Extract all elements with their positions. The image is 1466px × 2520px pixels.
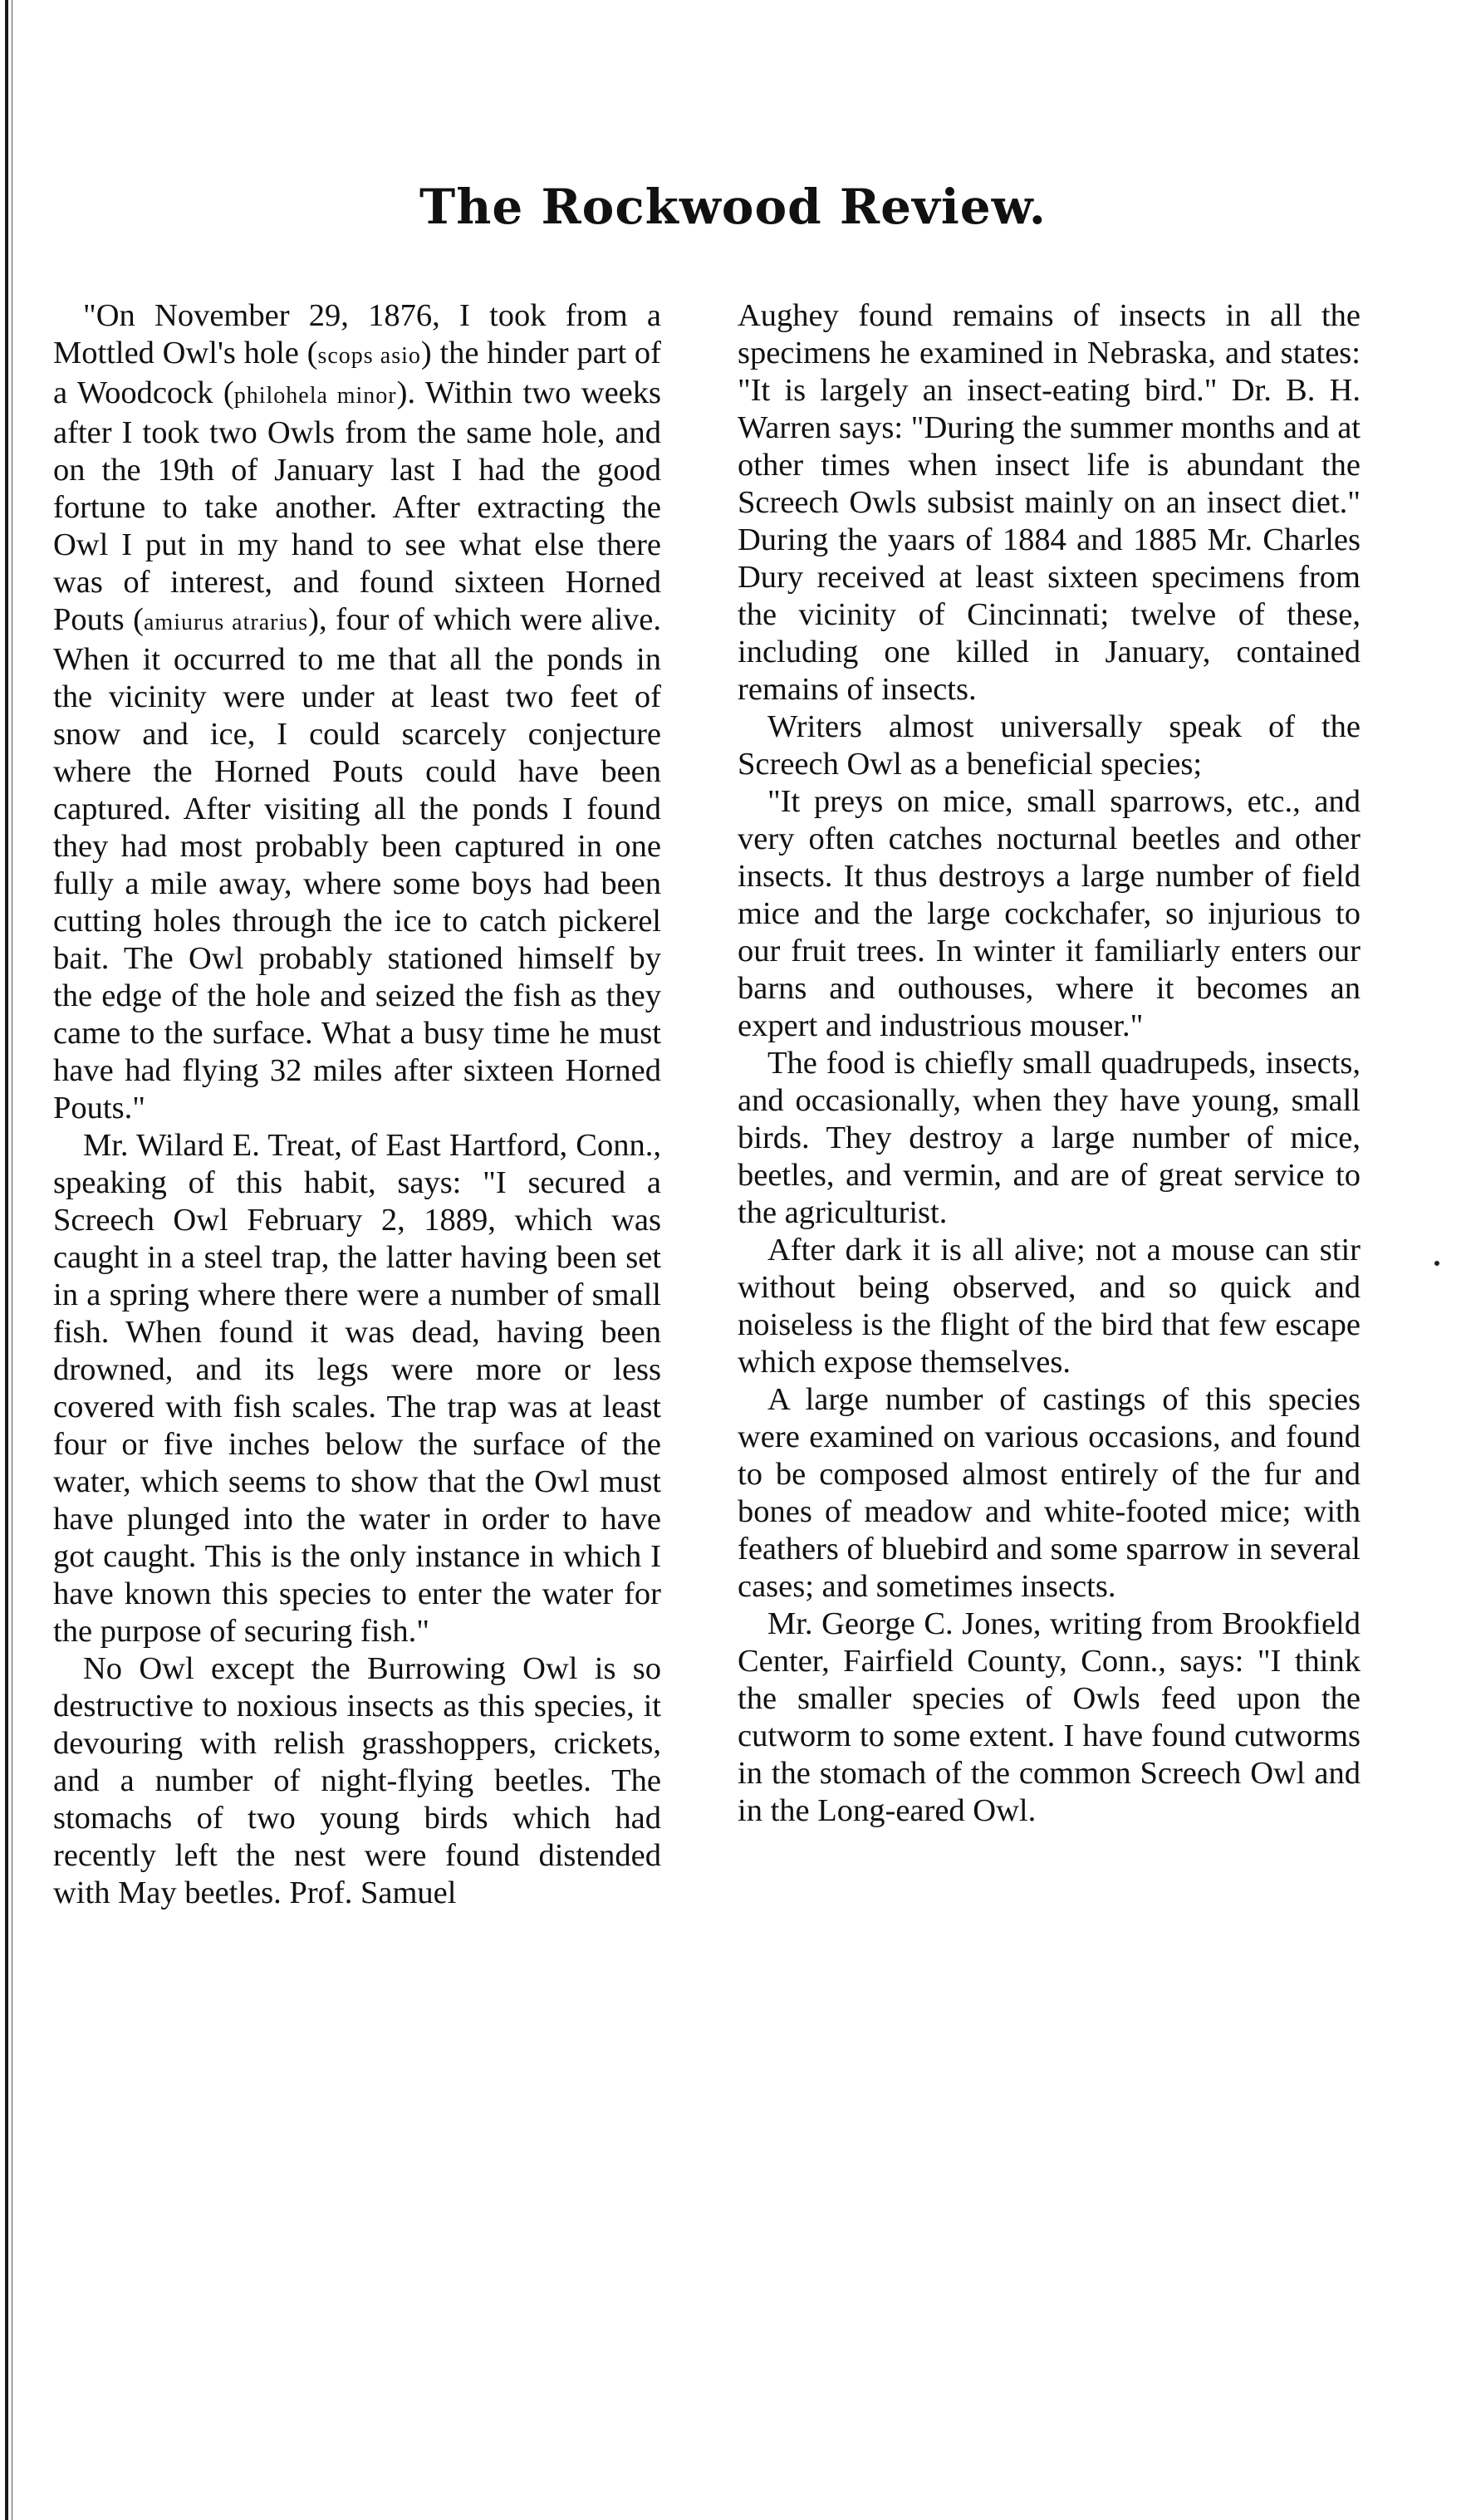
species-name-philohela-minor: philohela minor (233, 383, 397, 409)
text-run: ) the hinder part of a Woodcock ( (53, 336, 661, 410)
left-column (53, 297, 661, 1912)
left-paragraph-1 (53, 297, 661, 1127)
left-paragraph-3: No Owl except the Burrowing Owl is so destructive to noxious insects as this species, it devouring with relish grasshoppers, crickets, and a number of night-flying beetles. The stomachs of two young birds which had recently left the nest were found distended with May beetles. Prof. Samuel (53, 1651, 661, 1910)
right-paragraph-5: After dark it is all alive; not a mouse can stir without being observed, and so quick and noiseless is the flight of the bird that few escape which expose themselves. (738, 1233, 1361, 1380)
right-paragraph-1: Aughey found remains of insects in all the specimens he examined in Nebraska, and states: "It is largely an insect-eating bird." Dr. B. H. Warren says: "During the summer months and at other times when insect life is abundant the Screech Owls subsist mainly on an insect diet." During the yaars of 1884 and 1885 Mr. Charles Dury received at least sixteen specimens from the vicinity of Cincinnati; twelve of these, including one killed in January, contained remains of insects. (738, 298, 1361, 707)
right-paragraph-2: Writers almost universally speak of the Screech Owl as a beneficial species; (738, 709, 1361, 782)
text-run: "On November 29, 1876, I took from a Mottled Owl's hole ( (53, 298, 661, 370)
right-paragraph-6: A large number of castings of this species were examined on various occasions, and found to be composed almost entirely of the fur and bones of meadow and white-footed mice; with feathers of bluebird and some sparrow in several cases; and sometimes insects. (738, 1382, 1361, 1604)
page-spine-rule (5, 0, 8, 2520)
text-run: ), four of which were alive. When it occurred to me that all the ponds in the vicinity were under at least two feet of snow and ice, I could scarcely conjecture where the Horned Pouts could have been captured. After visiting all the ponds I found they had most probably been captured in one fully a mile away, where some boys had been cutting holes through the ice to catch pickerel bait. The Owl probably stationed himself by the edge of the hole and seized the fish as they came to the surface. What a busy time he must have had flying 32 miles after sixteen Horned Pouts." (53, 602, 661, 1125)
right-column (738, 297, 1361, 1830)
species-name-scops-asio: scops asio (317, 343, 421, 369)
right-paragraph-4: The food is chiefly small quadrupeds, insects, and occasionally, when they have young, small birds. They destroy a large number of mice, beetles, and vermin, and are of great service to the agriculturist. (738, 1046, 1361, 1230)
right-paragraph-7: Mr. George C. Jones, writing from Brookfield Center, Fairfield County, Conn., says: "I think the smaller species of Owls feed upon the cutworm to some extent. I have found cutworms in the stomach of the common Screech Owl and in the Long-eared Owl. (738, 1606, 1361, 1828)
masthead-title: The Rockwood Review. (419, 179, 1047, 235)
species-name-amiurus-atrarius: amiurus atrarius (144, 610, 309, 635)
right-paragraph-3: "It preys on mice, small sparrows, etc., and very often catches nocturnal beetles and other insects. It thus destroys a large number of field mice and the large cockchafer, so injurious to our fruit trees. In winter it familiarly enters our barns and outhouses, where it becomes an expert and industrious mouser." (738, 784, 1361, 1043)
text-run: ). Within two weeks after I took two Owls from the same hole, and on the 19th of January last I had the good fortune to take another. After extracting the Owl I put in my hand to see what else there was of interest, and found sixteen Horned Pouts ( (53, 375, 661, 637)
ink-speck (1434, 1261, 1439, 1266)
left-paragraph-2: Mr. Wilard E. Treat, of East Hartford, Conn., speaking of this habit, says: "I secured a Screech Owl February 2, 1889, which was caught in a steel trap, the latter having been set in a spring where there were a number of small fish. When found it was dead, having been drowned, and its legs were more or less covered with fish scales. The trap was at least four or five inches below the surface of the water, which seems to show that the Owl must have plunged into the water in order to have got caught. This is the only instance in which I have known this species to enter the water for the purpose of securing fish." (53, 1128, 661, 1649)
